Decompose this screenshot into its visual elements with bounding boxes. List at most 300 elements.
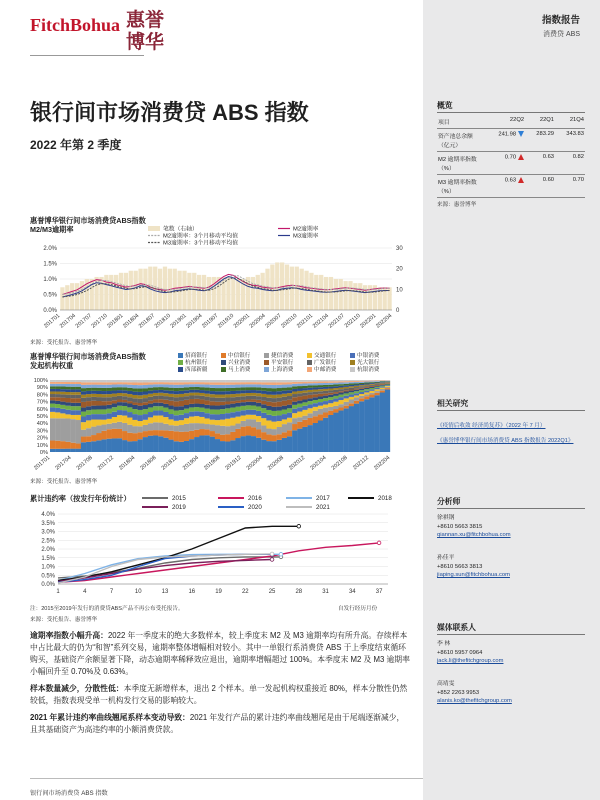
stacked-bar-segment (184, 396, 189, 400)
stacked-bar-segment (287, 436, 292, 452)
stacked-bar-segment (194, 399, 199, 404)
legend-swatch (264, 367, 269, 372)
stacked-bar-segment (246, 399, 251, 401)
stacked-bar-segment (369, 381, 374, 382)
stacked-bar-segment (184, 400, 189, 405)
stacked-bar-segment (132, 409, 137, 414)
stacked-bar-segment (323, 389, 328, 391)
cell-q2-value: 0.63 (504, 177, 517, 184)
stacked-bar-segment (333, 413, 338, 452)
stacked-bar-segment (251, 390, 256, 393)
stacked-bar-segment (163, 380, 168, 382)
stacked-bar-segment (323, 405, 328, 408)
logo-wordmark: FitchBohua (30, 15, 121, 35)
stacked-bar-segment (344, 387, 349, 389)
stacked-bar-segment (199, 384, 204, 387)
stacked-bar-segment (55, 382, 60, 384)
stacked-bar-segment (349, 394, 354, 396)
legend-swatch (350, 353, 355, 358)
stacked-bar-segment (50, 404, 55, 408)
stacked-bar-segment (385, 384, 390, 385)
legend-swatch (264, 360, 269, 365)
stacked-bar-segment (282, 424, 287, 432)
stacked-bar-segment (215, 414, 220, 420)
stacked-bar-segment (86, 410, 91, 415)
stacked-bar-segment (86, 420, 91, 428)
stacked-bar-segment (81, 416, 86, 422)
stacked-bar-segment (318, 382, 323, 384)
x-tick-label: 13 (161, 589, 169, 595)
stacked-bar-segment (313, 400, 318, 403)
stacked-bar-segment (122, 423, 127, 431)
stacked-bar-segment (168, 406, 173, 410)
stacked-bar-segment (230, 385, 235, 388)
stacked-bar-segment (55, 392, 60, 395)
stacked-bar-segment (122, 400, 127, 402)
bar (70, 283, 74, 310)
stacked-bar-segment (261, 385, 266, 388)
stacked-bar-segment (174, 394, 179, 397)
paragraph-2-text: 本季度无新增样本，退出 2 个样本。单一发起机构权重接近 80%，样本分散性仍然较低，指数表现受单一机构发行交易的影响较大。 (30, 684, 408, 705)
stacked-bar-segment (349, 399, 354, 403)
x-tick-label: 201808 (139, 454, 158, 472)
stacked-bar-segment (117, 422, 122, 429)
stacked-bar-segment (163, 408, 168, 412)
stacked-bar-segment (277, 380, 282, 382)
y2-tick-label: 20 (396, 266, 403, 273)
stacked-bar-segment (246, 410, 251, 415)
analyst-name: 孙佳平 (437, 555, 455, 561)
stacked-bar-segment (215, 385, 220, 388)
legend-swatch (350, 367, 355, 372)
x-tick-label: 201801 (106, 312, 125, 330)
stacked-bar-segment (127, 433, 132, 442)
x-tick-label: 202108 (330, 454, 349, 472)
stacked-bar-segment (60, 392, 65, 395)
stacked-bar-segment (148, 397, 153, 401)
stacked-bar-segment (168, 409, 173, 414)
stacked-bar-segment (122, 402, 127, 406)
stacked-bar-segment (205, 424, 210, 429)
stacked-bar-segment (344, 385, 349, 387)
stacked-bar-segment (302, 390, 307, 392)
stacked-bar-segment (148, 436, 153, 452)
stacked-bar-segment (354, 397, 359, 400)
stacked-bar-segment (302, 402, 307, 405)
stacked-bar-segment (220, 380, 225, 382)
stacked-bar-segment (261, 440, 266, 452)
stacked-bar-segment (205, 382, 210, 384)
stacked-bar-segment (380, 386, 385, 387)
legend-label: 中邮消费 (314, 367, 337, 373)
stacked-bar-segment (292, 389, 297, 392)
stacked-bar-segment (225, 382, 230, 384)
stacked-bar-segment (241, 393, 246, 396)
stacked-bar-segment (266, 388, 271, 391)
legend-label: 广发银行 (314, 360, 337, 366)
stacked-bar-segment (241, 436, 246, 452)
stacked-bar-segment (215, 439, 220, 452)
stacked-bar-segment (199, 382, 204, 384)
stacked-bar-segment (272, 402, 277, 407)
stacked-bar-segment (349, 391, 354, 393)
stacked-bar-segment (107, 397, 112, 401)
stacked-bar-segment (102, 439, 107, 452)
stacked-bar-segment (261, 382, 266, 384)
stacked-bar-segment (179, 432, 184, 442)
stacked-bar-segment (235, 407, 240, 412)
x-tick-label: 31 (322, 589, 329, 595)
stacked-bar-segment (308, 413, 313, 418)
stacked-bar-segment (210, 385, 215, 388)
bar (143, 269, 147, 310)
stacked-bar-segment (127, 391, 132, 394)
stacked-bar-segment (163, 396, 168, 400)
stacked-bar-segment (302, 420, 307, 427)
stacked-bar-segment (194, 404, 199, 407)
stacked-bar-segment (148, 417, 153, 423)
stacked-bar-segment (153, 430, 158, 435)
stacked-bar-segment (132, 388, 137, 391)
stacked-bar-segment (261, 404, 266, 408)
stacked-bar-segment (277, 391, 282, 394)
stacked-bar-segment (112, 391, 117, 394)
stacked-bar-segment (251, 384, 256, 387)
stacked-bar-segment (189, 390, 194, 393)
stacked-bar-segment (297, 404, 302, 408)
stacked-bar-segment (235, 429, 240, 438)
stacked-bar-segment (179, 382, 184, 384)
stacked-bar-segment (256, 411, 261, 416)
media-card (437, 640, 503, 666)
stacked-bar-segment (297, 389, 302, 391)
bar (348, 281, 352, 310)
stacked-bar-segment (158, 393, 163, 396)
x-tick-label: 201901 (169, 312, 188, 330)
stacked-bar-segment (127, 425, 132, 433)
stacked-bar-segment (60, 402, 65, 405)
stacked-bar-segment (266, 441, 271, 452)
bar (129, 271, 133, 310)
stacked-bar-segment (199, 387, 204, 390)
stacked-bar-segment (364, 392, 369, 394)
stacked-bar-segment (76, 406, 81, 410)
stacked-bar-segment (328, 395, 333, 397)
stacked-bar-segment (184, 382, 189, 384)
stacked-bar-segment (266, 402, 271, 406)
stacked-bar-segment (179, 385, 184, 388)
stacked-bar-segment (153, 411, 158, 416)
x-tick-label: 202201 (359, 312, 378, 330)
stacked-bar-segment (210, 397, 215, 401)
stacked-bar-segment (210, 394, 215, 397)
stacked-bar-segment (333, 399, 338, 402)
stacked-bar-segment (50, 418, 55, 440)
stacked-bar-segment (138, 415, 143, 421)
media-divider (437, 634, 585, 635)
media-email[interactable]: jack.li@thefitchgroup.com (437, 658, 504, 664)
stacked-bar-segment (272, 441, 277, 452)
legend-label: 上海消费 (271, 367, 294, 373)
stacked-bar-segment (50, 397, 55, 400)
stacked-bar-segment (168, 388, 173, 391)
bar (358, 283, 362, 310)
stacked-bar-segment (50, 407, 55, 411)
stacked-bar-segment (359, 386, 364, 387)
stacked-bar-segment (235, 397, 240, 401)
stacked-bar-segment (380, 388, 385, 389)
stacked-bar-segment (143, 420, 148, 425)
series-line (58, 554, 272, 582)
stacked-bar-segment (71, 398, 76, 403)
stacked-bar-segment (261, 401, 266, 404)
stacked-bar-segment (148, 407, 153, 412)
stacked-bar-segment (235, 382, 240, 384)
stacked-bar-segment (55, 389, 60, 392)
stacked-bar-segment (205, 391, 210, 394)
bar (197, 275, 201, 310)
stacked-bar-segment (76, 420, 81, 444)
stacked-bar-segment (375, 381, 380, 382)
stacked-bar-segment (313, 382, 318, 384)
stacked-bar-segment (86, 428, 91, 436)
svg-text:博华: 博华 (126, 32, 165, 52)
stacked-bar-segment (76, 384, 81, 387)
stacked-bar-segment (163, 417, 168, 424)
stacked-bar-segment (143, 414, 148, 420)
stacked-bar-segment (91, 385, 96, 388)
stacked-bar-segment (55, 408, 60, 412)
stacked-bar-segment (272, 380, 277, 382)
stacked-bar-segment (102, 431, 107, 440)
stacked-bar-segment (241, 382, 246, 384)
stacked-bar-segment (256, 429, 261, 437)
stacked-bar-segment (354, 391, 359, 393)
stacked-bar-segment (107, 409, 112, 414)
stacked-bar-segment (333, 396, 338, 399)
legend-swatch (221, 353, 226, 358)
stacked-bar-segment (86, 442, 91, 452)
stacked-bar-segment (50, 391, 55, 394)
stacked-bar-segment (148, 423, 153, 430)
stacked-bar-segment (102, 397, 107, 401)
stacked-bar-segment (158, 384, 163, 387)
stacked-bar-segment (143, 409, 148, 414)
stacked-bar-segment (71, 410, 76, 415)
stacked-bar-segment (143, 395, 148, 398)
stacked-bar-segment (174, 397, 179, 401)
stacked-bar-segment (375, 383, 380, 384)
stacked-bar-segment (369, 384, 374, 385)
legend-swatch (350, 360, 355, 365)
stacked-bar-segment (112, 388, 117, 391)
stacked-bar-segment (235, 411, 240, 416)
stacked-bar-segment (251, 382, 256, 384)
stacked-bar-segment (60, 409, 65, 414)
cell-q2-value: 0.70 (504, 154, 517, 161)
stacked-bar-segment (50, 449, 55, 452)
stacked-bar-segment (122, 393, 127, 396)
series-end-marker (270, 552, 274, 556)
x-tick-label: 202110 (343, 312, 362, 330)
stacked-bar-segment (246, 435, 251, 452)
stacked-bar-segment (251, 387, 256, 390)
stacked-bar-segment (210, 425, 215, 431)
stacked-bar-segment (199, 380, 204, 382)
stacked-bar-segment (323, 385, 328, 387)
stacked-bar-segment (168, 397, 173, 401)
stacked-bar-segment (333, 381, 338, 382)
stacked-bar-segment (179, 397, 184, 401)
bar (236, 279, 240, 310)
bar (226, 277, 230, 310)
stacked-bar-segment (344, 406, 349, 409)
stacked-bar-segment (127, 380, 132, 382)
stacked-bar-segment (359, 380, 364, 381)
table-row (437, 152, 585, 175)
stacked-bar-segment (220, 426, 225, 435)
stacked-bar-segment (220, 398, 225, 402)
stacked-bar-segment (375, 385, 380, 386)
stacked-bar-segment (354, 404, 359, 452)
stacked-bar-segment (256, 416, 261, 422)
stacked-bar-segment (153, 382, 158, 384)
stacked-bar-segment (318, 399, 323, 402)
stacked-bar-segment (230, 401, 235, 404)
stacked-bar-segment (122, 387, 127, 390)
analyst-name: 徐祺钢 (437, 515, 455, 521)
stacked-bar-segment (313, 407, 318, 411)
stacked-bar-segment (81, 408, 86, 412)
stacked-bar-segment (354, 393, 359, 395)
stacked-bar-segment (81, 395, 86, 398)
stacked-bar-segment (344, 380, 349, 381)
stacked-bar-segment (292, 418, 297, 424)
stacked-bar-segment (148, 380, 153, 382)
stacked-bar-segment (127, 441, 132, 452)
related-link[interactable]: 《惠誉博华银行间市场消费贷 ABS 指数报告 2022Q1》 (437, 438, 574, 444)
cell-q4: 0.70 (572, 177, 584, 183)
stacked-bar-segment (76, 410, 81, 415)
stacked-bar-segment (308, 383, 313, 385)
stacked-bar-segment (174, 426, 179, 432)
stacked-bar-segment (76, 387, 81, 390)
stacked-bar-segment (127, 407, 132, 412)
stacked-bar-segment (148, 412, 153, 417)
stacked-bar-segment (189, 380, 194, 382)
y-tick-label: 0.5% (43, 292, 57, 299)
stacked-bar-segment (81, 430, 86, 437)
stacked-bar-segment (96, 397, 101, 401)
chart1-title-line2: M2/M3逾期率 (30, 225, 74, 234)
stacked-bar-segment (230, 394, 235, 397)
stacked-bar-segment (71, 406, 76, 410)
stacked-bar-segment (318, 387, 323, 389)
stacked-bar-segment (143, 437, 148, 452)
legend-label: 笔数（右轴） (163, 226, 198, 233)
stacked-bar-segment (194, 411, 199, 416)
cell-q2 (483, 175, 525, 198)
stacked-bar-segment (359, 392, 364, 394)
stacked-bar-segment (297, 396, 302, 400)
stacked-bar-segment (210, 382, 215, 384)
stacked-bar-segment (215, 391, 220, 394)
bar (138, 269, 142, 310)
stacked-bar-segment (55, 397, 60, 401)
legend-label: 平安银行 (271, 360, 294, 366)
stacked-bar-segment (323, 412, 328, 417)
stacked-bar-segment (287, 382, 292, 384)
legend-swatch (221, 367, 226, 372)
stacked-bar-segment (132, 380, 137, 382)
stacked-bar-segment (385, 383, 390, 384)
stacked-bar-segment (266, 415, 271, 421)
stacked-bar-segment (153, 416, 158, 423)
stacked-bar-segment (338, 384, 343, 386)
stacked-bar-segment (364, 386, 369, 387)
stacked-bar-segment (246, 382, 251, 384)
stacked-bar-segment (287, 396, 292, 400)
y-tick-label: 50% (36, 414, 48, 420)
stacked-bar-segment (369, 383, 374, 384)
stacked-bar-segment (246, 396, 251, 400)
stacked-bar-segment (168, 391, 173, 394)
stacked-bar-segment (359, 394, 364, 396)
stacked-bar-segment (199, 399, 204, 404)
stacked-bar-segment (359, 388, 364, 389)
stacked-bar-segment (225, 380, 230, 382)
stacked-bar-segment (344, 408, 349, 452)
stacked-bar-segment (261, 418, 266, 425)
stacked-bar-segment (184, 409, 189, 413)
analyst-email[interactable]: jiaping.sun@fitchbohua.com (437, 572, 510, 578)
paragraph-3-lead: 2021 年累计违约率曲线翘尾系样本变动导致： (30, 713, 190, 722)
stacked-bar-segment (349, 403, 354, 406)
stacked-bar-segment (153, 396, 158, 400)
stacked-bar-segment (81, 388, 86, 391)
series-end-marker (377, 541, 381, 545)
stacked-bar-segment (380, 383, 385, 384)
stacked-bar-segment (225, 398, 230, 402)
stacked-bar-segment (266, 406, 271, 410)
stacked-bar-segment (76, 382, 81, 384)
stacked-bar-segment (194, 384, 199, 387)
stacked-bar-segment (127, 412, 132, 417)
media-email[interactable]: alanis.ko@thefitchgroup.com (437, 698, 512, 704)
stacked-bar-segment (127, 385, 132, 388)
stacked-bar-segment (96, 385, 101, 388)
analyst-email[interactable]: qiannan.xu@fitchbohua.com (437, 532, 511, 538)
y2-tick-label: 10 (396, 287, 403, 294)
stacked-bar-segment (102, 380, 107, 382)
legend-label: 2016 (248, 495, 262, 502)
stacked-bar-segment (266, 434, 271, 441)
stacked-bar-segment (282, 432, 287, 438)
stacked-bar-segment (338, 397, 343, 400)
chart3-cumulative-default (30, 492, 415, 604)
stacked-bar-segment (112, 417, 117, 423)
stacked-bar-segment (251, 399, 256, 401)
stacked-bar-segment (364, 380, 369, 381)
stacked-bar-segment (359, 396, 364, 398)
related-link[interactable]: 《疫情后收敛 经济尚复苏》（2022 年 7 月） (437, 423, 546, 429)
stacked-bar-segment (112, 438, 117, 452)
stacked-bar-segment (375, 389, 380, 391)
stacked-bar-segment (225, 408, 230, 413)
stacked-bar-segment (205, 394, 210, 397)
x-tick-label: 201904 (181, 454, 201, 472)
stacked-bar-segment (380, 389, 385, 391)
